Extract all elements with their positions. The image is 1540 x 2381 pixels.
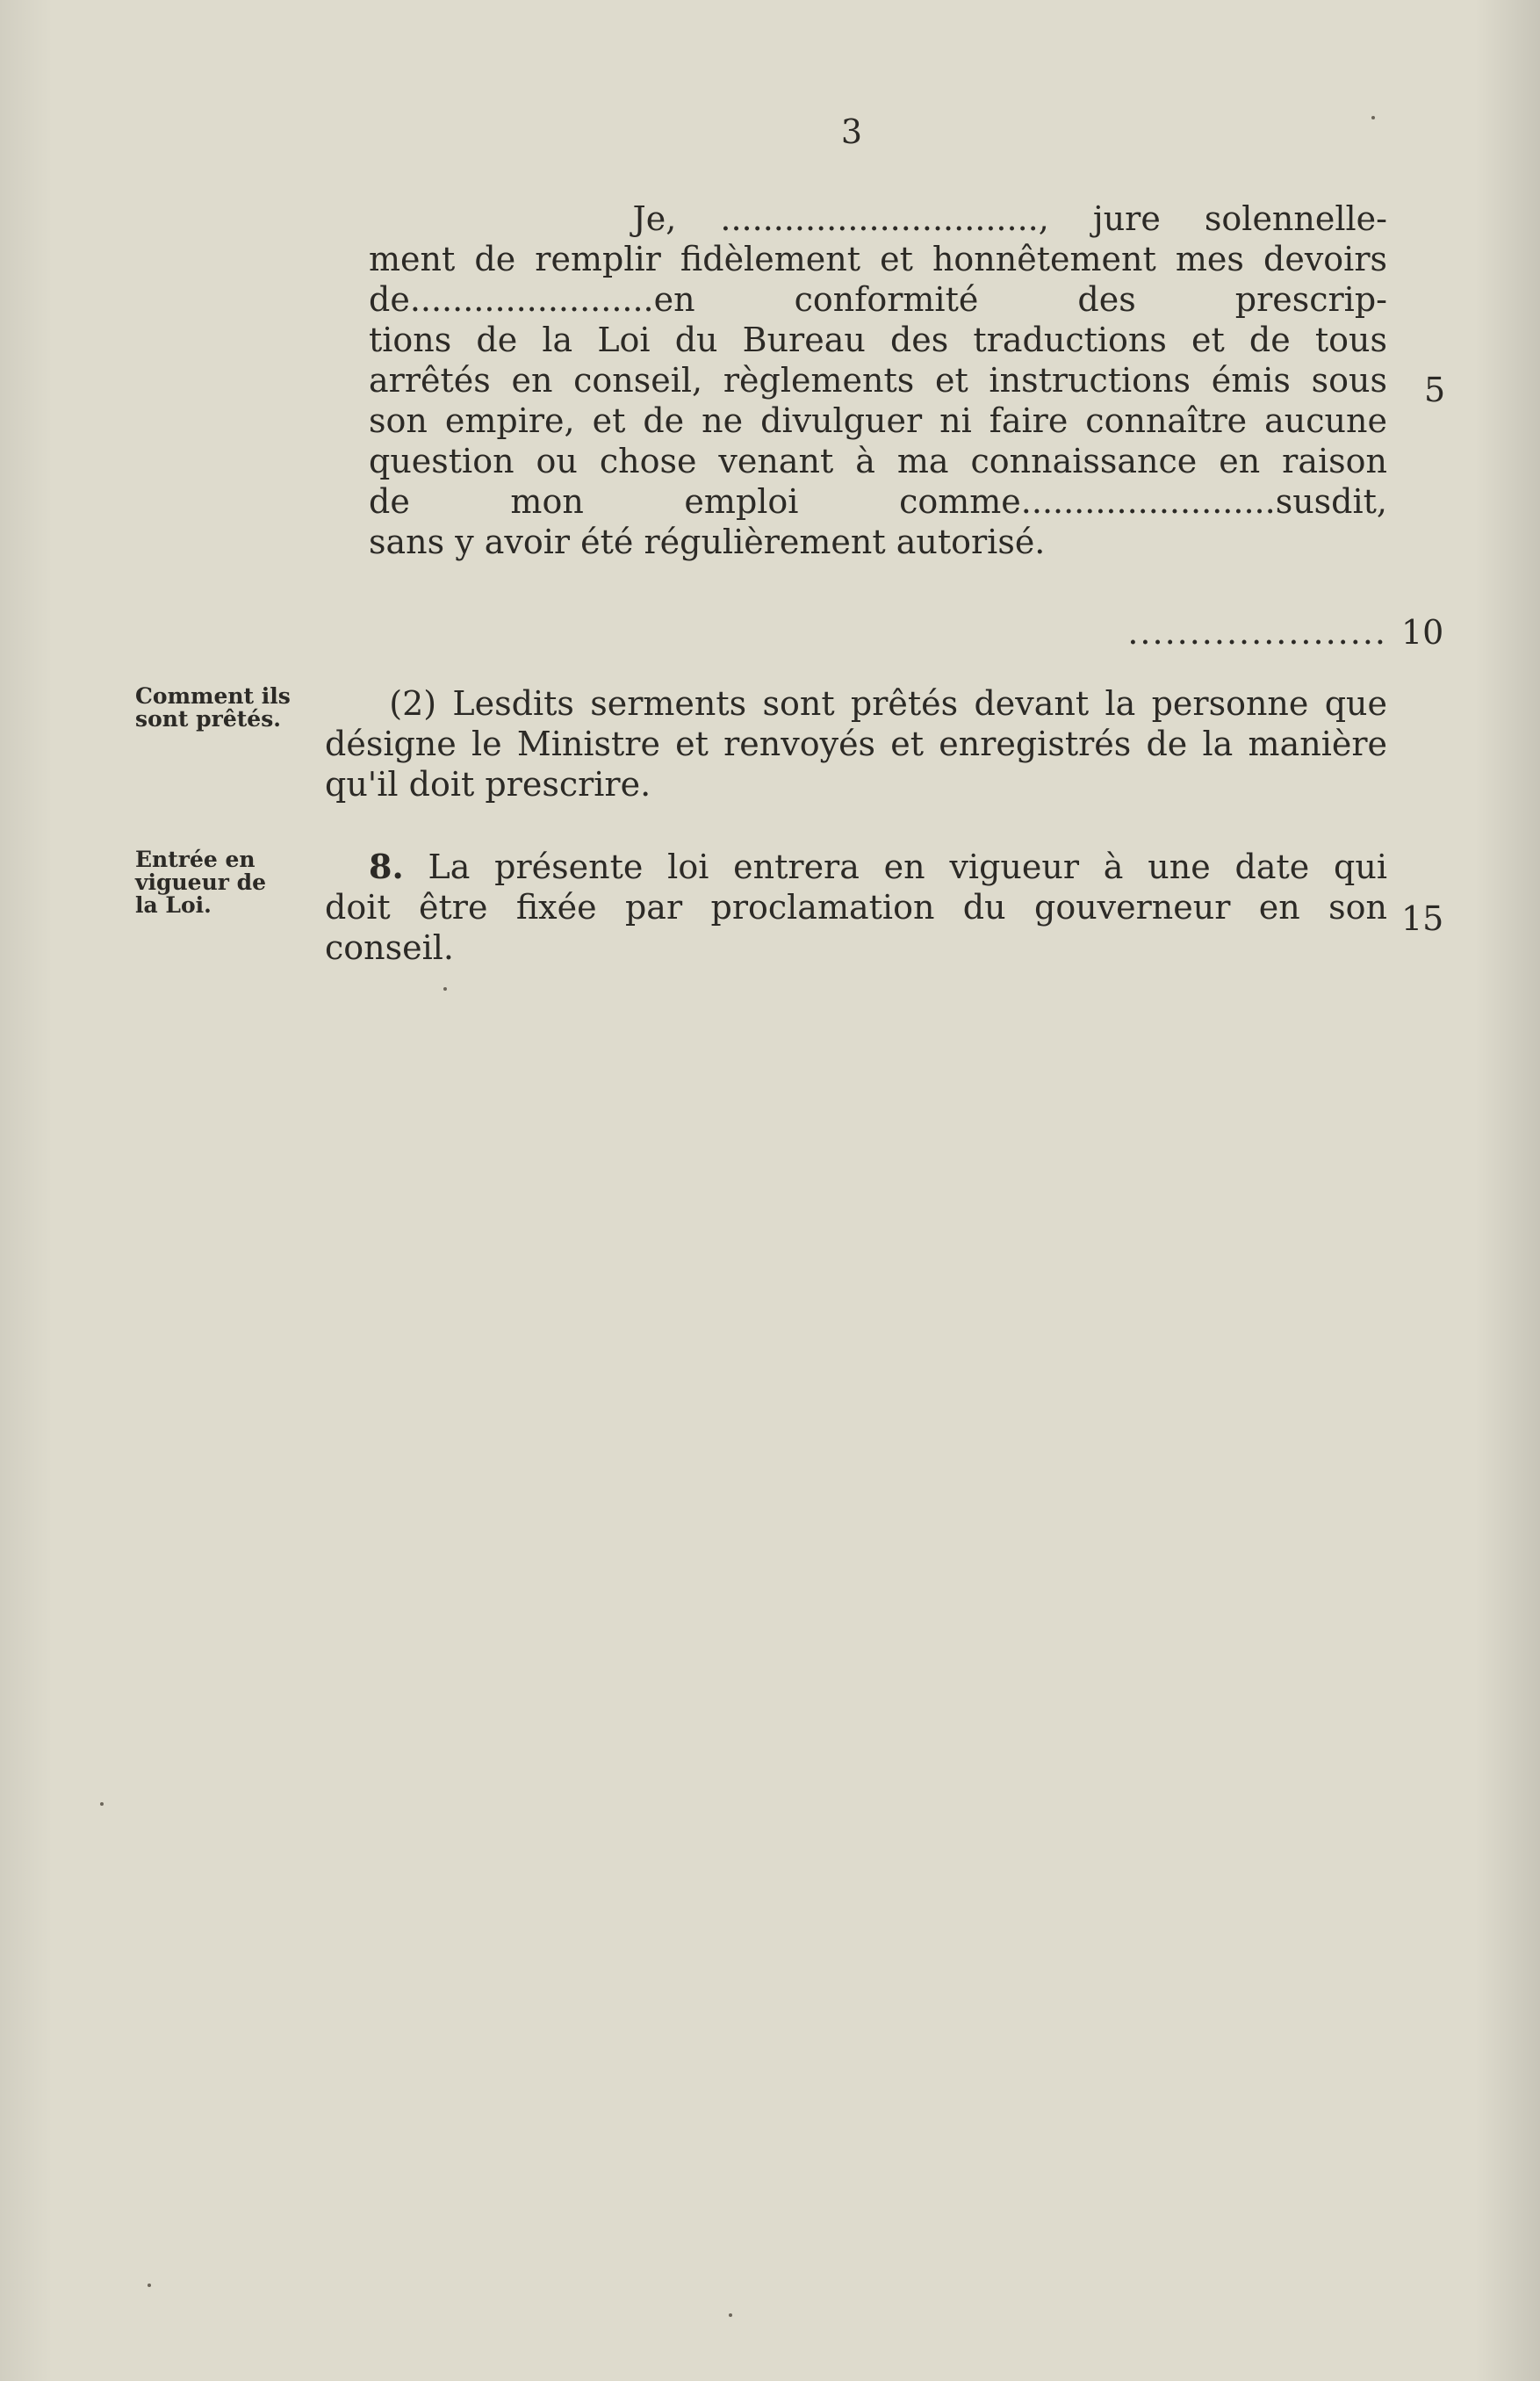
paper-speck bbox=[1371, 116, 1375, 119]
side-note-line: vigueur de bbox=[135, 869, 267, 895]
oath-line: question ou chose venant à ma connaissance en raison bbox=[369, 442, 1387, 480]
oath-line: arrêtés en conseil, règlements et instructions émis sous bbox=[369, 361, 1387, 400]
oath-line: son empire, et de ne divulguer ni faire connaître aucune bbox=[369, 401, 1387, 440]
paragraph-line: qu'il doit prescrire. bbox=[325, 765, 651, 804]
side-note-line: Comment ils bbox=[135, 683, 291, 709]
paragraph-line: désigne le Ministre et renvoyés et enregistrés de la manière bbox=[325, 725, 1387, 763]
paper-speck bbox=[148, 2284, 151, 2287]
signature-line: ..................... bbox=[1127, 613, 1387, 652]
section-8 bbox=[325, 847, 1387, 968]
oath-line: de.......................en conformité des prescrip- bbox=[369, 280, 1387, 319]
section-8-line: conseil. bbox=[325, 928, 455, 967]
section-8-text: La présente loi entrera en vigueur à une date qui bbox=[403, 848, 1387, 886]
paper-speck bbox=[443, 987, 447, 991]
side-note-line: sont prêtés. bbox=[135, 706, 281, 732]
paper-speck bbox=[100, 1802, 104, 1806]
oath-line: sans y avoir été régulièrement autorisé. bbox=[369, 523, 1046, 561]
side-note-line: la Loi. bbox=[135, 892, 212, 918]
section-8-line: doit être fixée par proclamation du gouverneur en son bbox=[325, 888, 1387, 927]
oath-line: tions de la Loi du Bureau des traductions et de tous bbox=[369, 321, 1387, 359]
line-number-10: 10 bbox=[1401, 613, 1444, 652]
section-8-first-line bbox=[325, 847, 1387, 887]
oath-text bbox=[369, 198, 1387, 562]
section-number: 8. bbox=[369, 847, 404, 886]
oath-line: Je, .............................., jure solennelle- bbox=[369, 199, 1387, 238]
oath-line: de mon emploi comme........................susdit, bbox=[369, 482, 1387, 521]
paragraph-2 bbox=[325, 683, 1387, 804]
side-note-commencement bbox=[135, 848, 311, 917]
line-number-5: 5 bbox=[1424, 371, 1446, 409]
line-number-15: 15 bbox=[1401, 899, 1444, 938]
oath-line: ment de remplir fidèlement et honnêtement mes devoirs bbox=[369, 240, 1387, 278]
paragraph-line: (2) Lesdits serments sont prêtés devant la personne que bbox=[325, 684, 1387, 723]
paper-speck bbox=[729, 2313, 732, 2317]
page-number: 3 bbox=[840, 112, 863, 151]
side-note-line: Entrée en bbox=[135, 847, 255, 872]
side-note-swearing bbox=[135, 685, 311, 731]
